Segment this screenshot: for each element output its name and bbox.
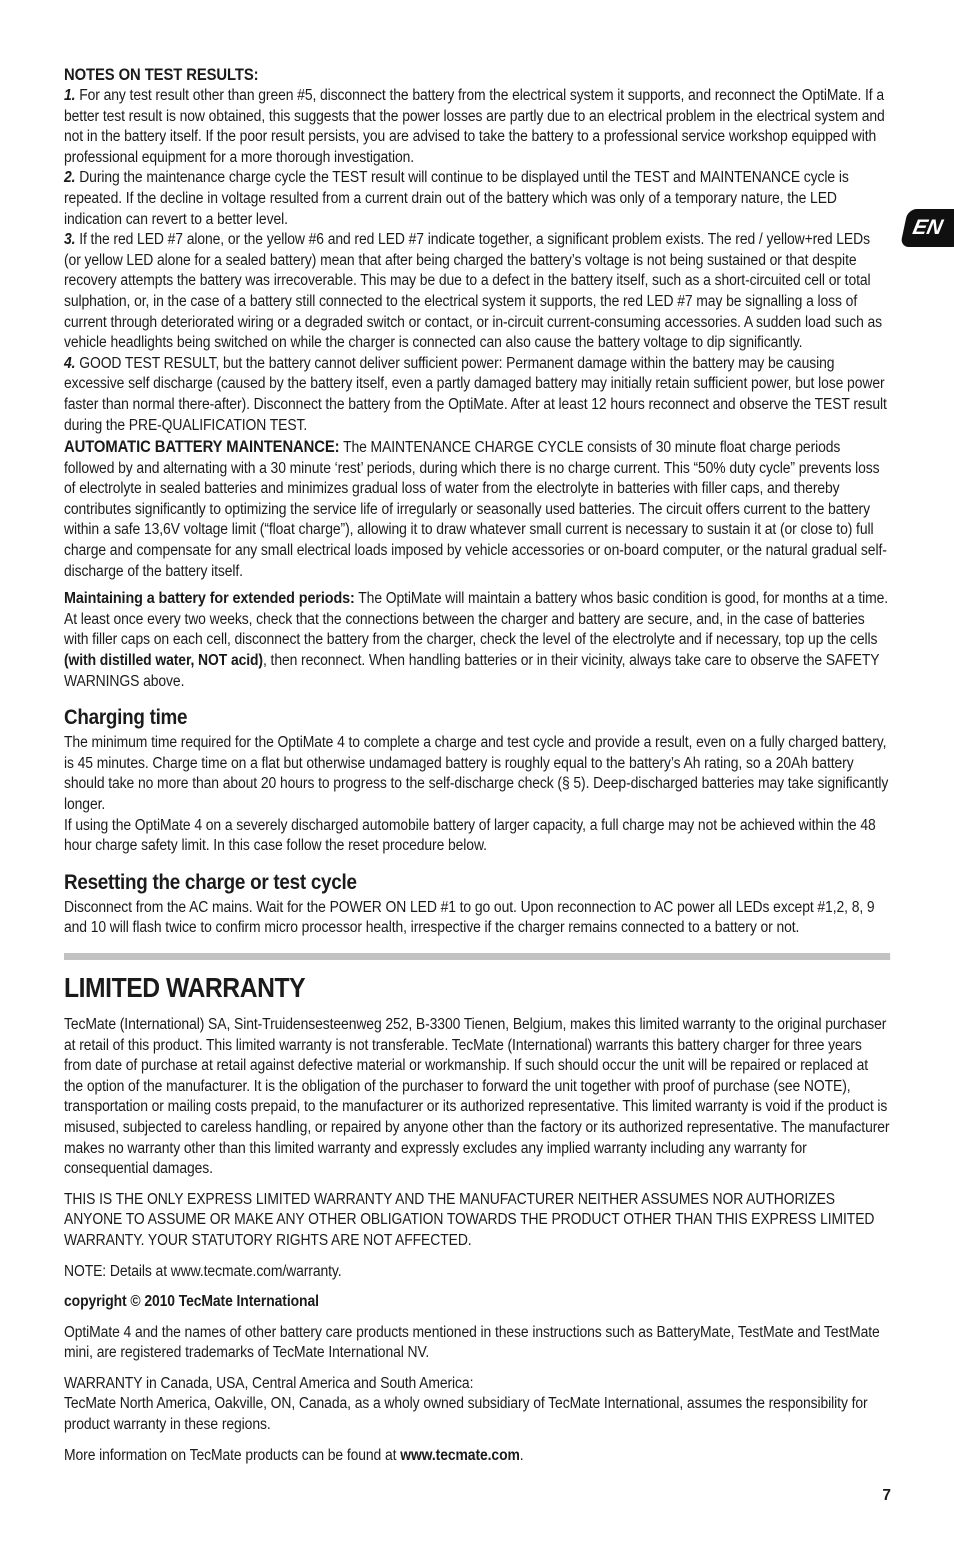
more-info-text: More information on TecMate products can be found at bbox=[64, 1446, 401, 1464]
language-badge bbox=[900, 209, 954, 247]
tecmate-url: www.tecmate.com bbox=[400, 1446, 520, 1464]
charging-time-paragraph-1: The minimum time required for the OptiMate 4 to complete a charge and test cycle and provide a result, even on a fully charged battery, is 45 minutes. Charge time on a flat but otherwise undamaged battery is roughly equal to the battery’s Ah rating, so a 20Ah battery should take no more than about 20 hours to progress to the self-discharge check (§ 5). Deep-discharged batteries may take significantly longer. bbox=[64, 734, 889, 813]
note-number: 2. bbox=[64, 169, 76, 187]
note-number: 3. bbox=[64, 231, 76, 249]
more-info-period: . bbox=[519, 1446, 524, 1464]
notes-on-test-results-heading: NOTES ON TEST RESULTS: bbox=[64, 66, 259, 84]
note-number: 1. bbox=[64, 87, 76, 104]
test-result-note-3 bbox=[64, 230, 890, 354]
page-number: 7 bbox=[882, 1487, 891, 1504]
more-info-paragraph bbox=[64, 1446, 890, 1467]
copyright-line: copyright © 2010 TecMate International bbox=[64, 1293, 319, 1311]
regions-line-2: TecMate North America, Oakville, ON, Canada, as a wholy owned subsidiary of TecMate International, assumes the responsibility for product warranty in these regions. bbox=[64, 1395, 868, 1434]
language-badge-label: EN bbox=[910, 216, 945, 239]
extended-periods-paragraph bbox=[64, 589, 890, 692]
note-text: If the red LED #7 alone, or the yellow #6 and red LED #7 indicate together, a significant problem exists. The red / yellow+red LEDs (or yellow LED alone for a sealed battery) mean that after being charged the battery’s voltage is not being sustained or that despite recovery attempts the battery was irrecoverable. This may be due to a defect in the battery itself, such as a short-circuited cell or total sulphation, or, in the case of a battery still connected to the electrical system it supports, the red LED #7 may be signalling a loss of current through deteriorated wiring or a degraded switch or contact, or in-circuit current-consuming accessories. A sudden load such as vehicle headlights being switched on while the charger is connected can also cause the battery voltage to dip significantly. bbox=[64, 231, 883, 352]
test-result-note-2 bbox=[64, 168, 890, 230]
automatic-battery-maintenance-paragraph bbox=[64, 437, 890, 582]
resetting-heading: Resetting the charge or test cycle bbox=[64, 870, 357, 894]
distilled-water-bold-note: (with distilled water, NOT acid) bbox=[64, 652, 263, 670]
warranty-paragraph-1: TecMate (International) SA, Sint-Truidensesteenweg 252, B-3300 Tienen, Belgium, makes this limited warranty to the original purchaser at retail of this product. This limited warranty is not transferable. TecMate (International) warrants this battery charger for three years from date of purchase at retail against defective material or workmanship. If such should occur the unit will be repaired or replaced at the option of the manufacturer. It is the obligation of the purchaser to forward the unit together with proof of purchase (see NOTE), transportation or mailing costs prepaid, to the manufacturer or its authorized representative. This limited warranty is void if the product is misused, subjected to careless handling, or repaired by anyone other than the factory or its authorized representative. The manufacturer makes no warranty other than this limited warranty and expressly excludes any implied warranty including any warranty for consequential damages. bbox=[64, 1015, 890, 1178]
extended-text-1: The OptiMate will maintain a battery whos basic condition is good, for months at a time. At least once every two weeks, check that the connections between the charger and battery are secure, and, in the case of batteries with filler caps on each cell, disconnect the battery from the charger, check the level of the electrolyte and if necessary, top up the cells bbox=[64, 590, 889, 649]
note-text: During the maintenance charge cycle the TEST result will continue to be displayed until the TEST and MAINTENANCE cycle is repeated. If the decline in voltage resulted from a current drain out of the battery which was only of a temporary nature, the LED indication can revert to a better level. bbox=[64, 169, 849, 228]
limited-warranty-heading: LIMITED WARRANTY bbox=[64, 971, 306, 1003]
maintenance-text: The MAINTENANCE CHARGE CYCLE consists of 30 minute float charge periods followed by and alternating with a 30 minute ‘rest’ periods, during which there is no charge current. This “50% duty cycle” prevents loss of electrolyte in sealed batteries and minimizes gradual loss of water from the electrolyte in batteries with filler caps, and thereby contributes significantly to optimizing the service life of irregularly or seasonally used batteries. The circuit offers current to the battery within a safe 13,6V voltage limit (“float charge”), allowing it to draw whatever small current is necessary to sustain it at (or close to) full charge and compensate for any small electrical loads imposed by vehicle accessories or on-board computer, or the natural gradual self-discharge of the battery itself. bbox=[64, 439, 887, 580]
trademarks-paragraph: OptiMate 4 and the names of other battery care products mentioned in these instructions such as BatteryMate, TestMate and TestMate mini, are registered trademarks of TecMate International NV. bbox=[64, 1323, 880, 1362]
manual-page-content bbox=[64, 64, 890, 1476]
charging-time-paragraph-2: If using the OptiMate 4 on a severely discharged automobile battery of larger capacity, a full charge may not be achieved within the 48 hour charge safety limit. In this case follow the reset procedure below. bbox=[64, 816, 876, 855]
note-number: 4. bbox=[64, 354, 76, 372]
note-text: GOOD TEST RESULT, but the battery cannot deliver sufficient power: Permanent damage within the battery may be causing excessive self discharge (caused by the battery itself, even a partly damaged battery may initially retain sufficient power, but lose power faster than normal there-after). Disconnect the battery from the OptiMate. After at least 12 hours reconnect and observe the TEST result during the PRE-QUALIFICATION TEST. bbox=[64, 354, 887, 434]
warranty-paragraph-2: THIS IS THE ONLY EXPRESS LIMITED WARRANTY AND THE MANUFACTURER NEITHER ASSUMES NOR AUTHORIZES ANYONE TO ASSUME OR MAKE ANY OTHER OBLIGATION TOWARDS THE PRODUCT OTHER THAN THIS EXPRESS LIMITED WARRANTY. YOUR STATUTORY RIGHTS ARE NOT AFFECTED. bbox=[64, 1190, 875, 1249]
note-text: For any test result other than green #5, disconnect the battery from the electrical system it supports, and reconnect the OptiMate. If a better test result is now obtained, this suggests that the power losses are partly due to an electrical problem in the electrical system and not in the battery itself. If the poor result persists, you are advised to take the battery to a professional service workshop equipped with professional equipment for a more thorough investigation. bbox=[64, 87, 885, 166]
test-result-note-4 bbox=[64, 354, 890, 436]
regions-paragraph bbox=[64, 1374, 890, 1436]
resetting-paragraph: Disconnect from the AC mains. Wait for the POWER ON LED #1 to go out. Upon reconnection to AC power all LEDs except #1,2, 8, 9 and 10 will flash twice to confirm micro processor health, irrespective if the charger remains connected to a battery or not. bbox=[64, 898, 875, 937]
test-result-note-1 bbox=[64, 86, 890, 168]
warranty-note-line: NOTE: Details at www.tecmate.com/warranty. bbox=[64, 1262, 342, 1280]
section-divider-bar bbox=[64, 953, 890, 960]
automatic-battery-maintenance-heading: AUTOMATIC BATTERY MAINTENANCE: bbox=[64, 438, 340, 457]
charging-time-heading: Charging time bbox=[64, 706, 188, 730]
extended-text-2: , then reconnect. When handling batteries or in their vicinity, always take care to observe the SAFETY WARNINGS above. bbox=[64, 652, 880, 690]
regions-line-1: WARRANTY in Canada, USA, Central America and South America: bbox=[64, 1374, 474, 1392]
extended-periods-heading: Maintaining a battery for extended periods: bbox=[64, 590, 355, 608]
